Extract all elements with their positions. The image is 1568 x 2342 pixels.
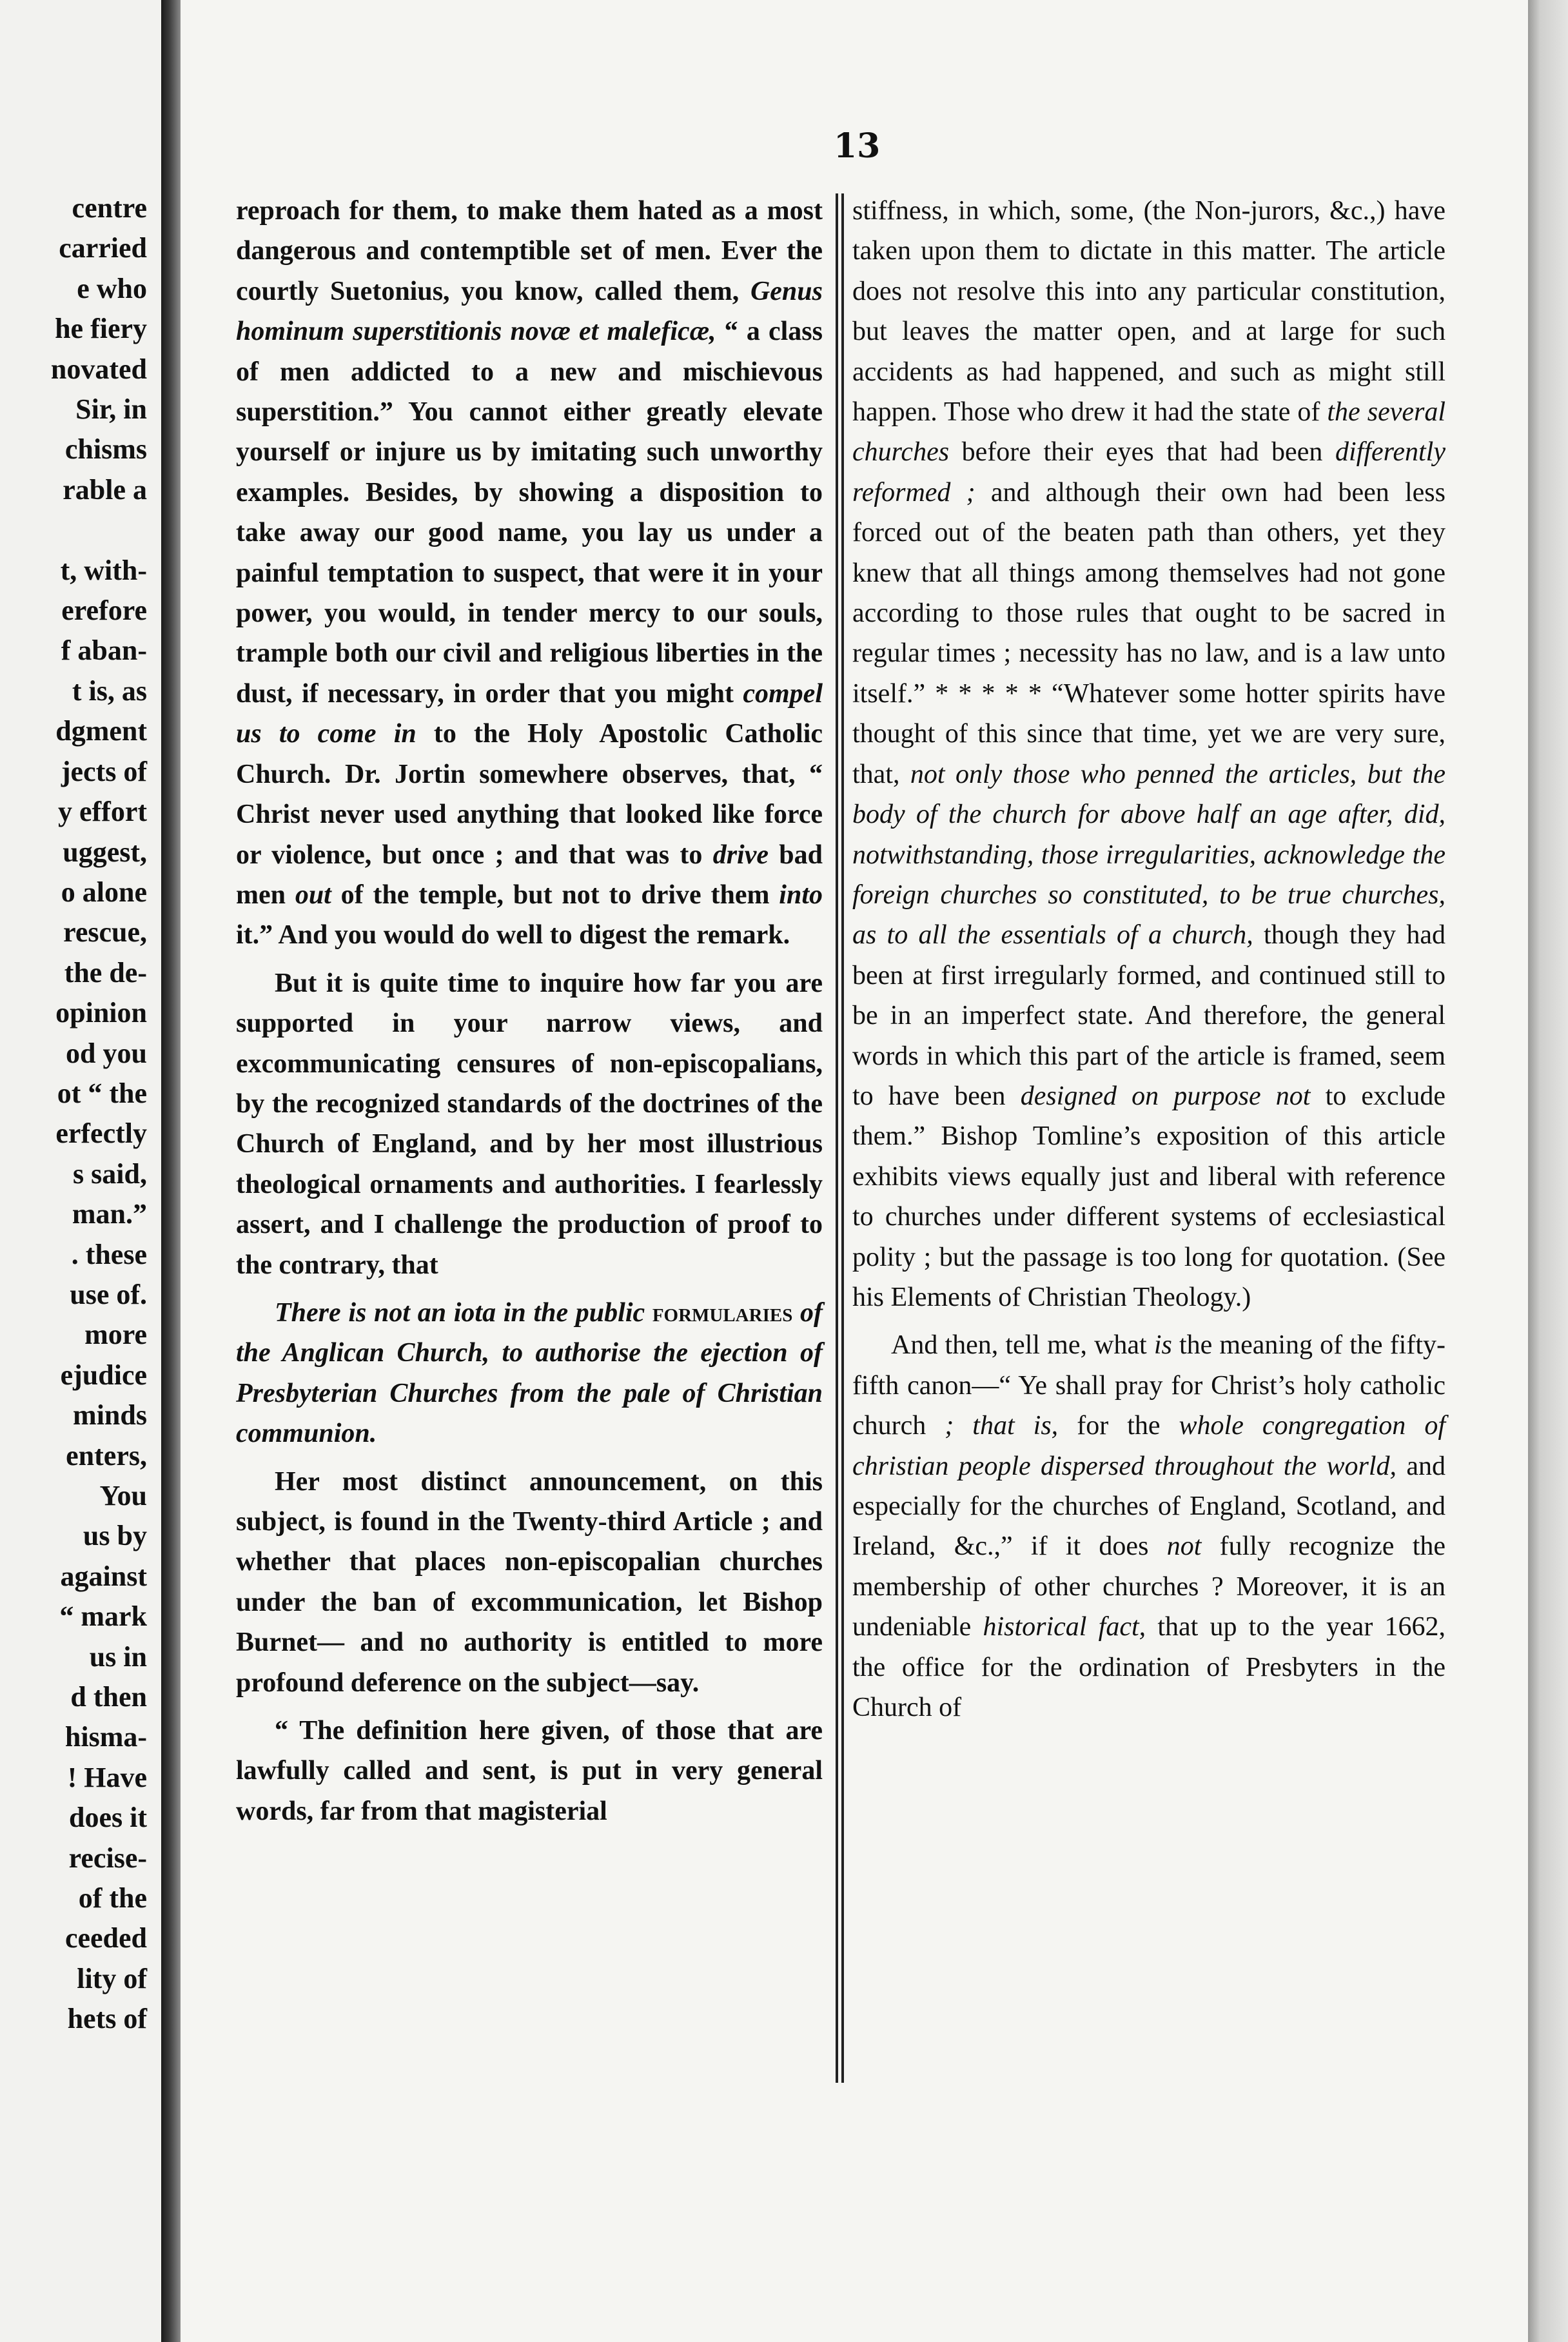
page-number: 13 [834, 126, 881, 166]
facing-page-line: of the [78, 1882, 147, 1914]
facing-page-line: carried [59, 232, 147, 264]
book-gutter [161, 0, 181, 2342]
right-column [852, 191, 1446, 1727]
facing-page-line: minds [73, 1399, 147, 1432]
column-rule [836, 193, 838, 2083]
paragraph: But it is quite time to inquire how far you are supported in your narrow views, and excommunicating censures of non-episcopalians, by the recognized standards of the doctrines of the Church of England, and by her most illustrious theological ornaments and authorities. I fearlessly assert, and I challenge the production of proof to the contrary, that [236, 968, 823, 1280]
facing-page-line: “ mark [59, 1600, 147, 1633]
column-rule [841, 193, 844, 2083]
facing-page-line: hets of [67, 2003, 147, 2035]
facing-page-line: the de- [64, 956, 147, 989]
paragraph: And then, tell me, what is the meaning of the fifty-fifth canon—“ Ye shall pray for Christ’s holy catholic church ; that is, for the whole congregation of christian people dispersed throughout the world, and especially for the churches of England, Scotland, and Ireland, &c.,” if it does not fully recognize the membership of other churches ? Moreover, it is an undeniable historical fact, that up to the year 1662, the office for the ordination of Presbyters in the Church of [852, 1330, 1446, 1723]
facing-page-line: us by [83, 1520, 147, 1552]
facing-page-line: erefore [61, 595, 147, 627]
facing-page-line: us in [89, 1640, 147, 1673]
thesis-statement: There is not an iota in the public formularies of the Anglican Church, to authorise the ejection of Presbyterian Churches from the pale of Christian communion. [236, 1297, 823, 1449]
paragraph: reproach for them, to make them hated as a most dangerous and contemptible set of men. Ever the courtly Suetonius, you know, called them, Genus hominum superstitionis novæ et maleficæ, “ a class of men addicted to a new and mischievous superstition.” You cannot either greatly elevate yourself or injure us by imitating such unworthy examples. Besides, by showing a disposition to take away our good name, you lay us under a painful temptation to suspect, that were it in your power, you would, in tender mercy to our souls, trample both our civil and religious liberties in the dust, if necessary, in order that you might compel us to come in to the Holy Apostolic Catholic Church. Dr. Jortin somewhere observes, that, “ Christ never used anything that looked like force or violence, but once ; and that was to drive bad men out of the temple, but not to drive them into it.” And you would do well to digest the remark. [236, 196, 823, 950]
facing-page-line [51, 510, 147, 550]
facing-page-line: lity of [77, 1962, 147, 1994]
facing-page-line: enters, [66, 1439, 147, 1471]
facing-page-line: rable a [63, 473, 147, 506]
facing-page-lines [51, 188, 147, 2040]
facing-page-line: s said, [73, 1157, 147, 1190]
facing-page-line: centre [72, 192, 147, 224]
facing-page-line: hisma- [64, 1721, 147, 1753]
facing-page-line: does it [69, 1802, 147, 1834]
left-column [236, 191, 823, 1831]
facing-page-line: erfectly [55, 1117, 147, 1150]
page-edge [1528, 0, 1568, 2342]
facing-page-line: uggest, [63, 836, 147, 868]
facing-page-line: f aban- [61, 635, 147, 667]
facing-page-line: od you [66, 1037, 147, 1069]
facing-page-line: against [60, 1560, 147, 1592]
facing-page-line: Sir, in [75, 393, 147, 426]
facing-page-line: . these [71, 1238, 147, 1270]
facing-page-line: ejudice [60, 1359, 147, 1391]
facing-page-line: jects of [61, 755, 147, 787]
facing-page-line: rescue, [63, 916, 147, 949]
facing-page-line: d then [70, 1681, 147, 1713]
facing-page-line: dgment [55, 715, 147, 747]
facing-page-fragment [0, 0, 161, 2342]
facing-page-line: ot “ the [57, 1077, 147, 1109]
paragraph: Her most distinct announcement, on this subject, is found in the Twenty-third Article ; and whether that places non-episcopalian churches under the ban of excommunication, let Bishop Burnet— and no authority is entitled to more profound deference on the subject—say. [236, 1466, 823, 1698]
facing-page-line: opinion [55, 997, 147, 1029]
facing-page-line: use of. [70, 1278, 147, 1310]
facing-page-line: t is, as [72, 674, 147, 707]
facing-page-line: ceeded [64, 1922, 147, 1954]
facing-page-line: y effort [57, 796, 147, 828]
facing-page-line: You [99, 1480, 147, 1511]
facing-page-line: e who [77, 272, 147, 304]
quotation-continued: stiffness, in which, some, (the Non-jurors, &c.,) have taken upon them to dictate in this matter. The article does not resolve this into any particular constitution, but leaves the matter open, and at large for such accidents as had happened, and such as might still happen. Those who drew it had the state of the several churches before their eyes that had been differently reformed ; and although their own had been less forced out of the beaten path than others, yet they knew that all things among themselves had not gone according to those rules that ought to be sacred in regular times ; necessity has no law, and is a law unto itself.” * * * * * “Whatever some hotter spirits have thought of this since that time, yet we are very sure, that, not only those who penned the articles, but the body of the church for above half an age after, did, notwithstanding, those irregularities, acknowledge the foreign churches so constituted, to be true churches, as to all the essentials of a church, though they had been at first irregularly formed, and continued still to be in an imperfect state. And therefore, the general words in which this part of the article is framed, seem to have been designed on purpose not to exclude them.” Bishop Tomline’s exposition of this article exhibits views equally just and liberal with reference to churches under different systems of ecclesiastical polity ; but the passage is too long for quotation. (See his Elements of Christian Theology.) [852, 196, 1446, 1312]
facing-page-line: more [84, 1319, 147, 1351]
facing-page-line: recise- [68, 1842, 147, 1874]
quotation: “ The definition here given, of those that are lawfully called and sent, is put in very general words, far from that magisterial [236, 1716, 823, 1826]
facing-page-line: o alone [61, 876, 147, 908]
facing-page-line: t, with- [60, 554, 147, 586]
facing-page-line: man.” [72, 1198, 147, 1230]
facing-page-line: ! Have [67, 1761, 147, 1793]
facing-page-line: novated [50, 353, 147, 385]
facing-page-line: chisms [64, 433, 147, 466]
facing-page-line: he fiery [55, 313, 147, 345]
